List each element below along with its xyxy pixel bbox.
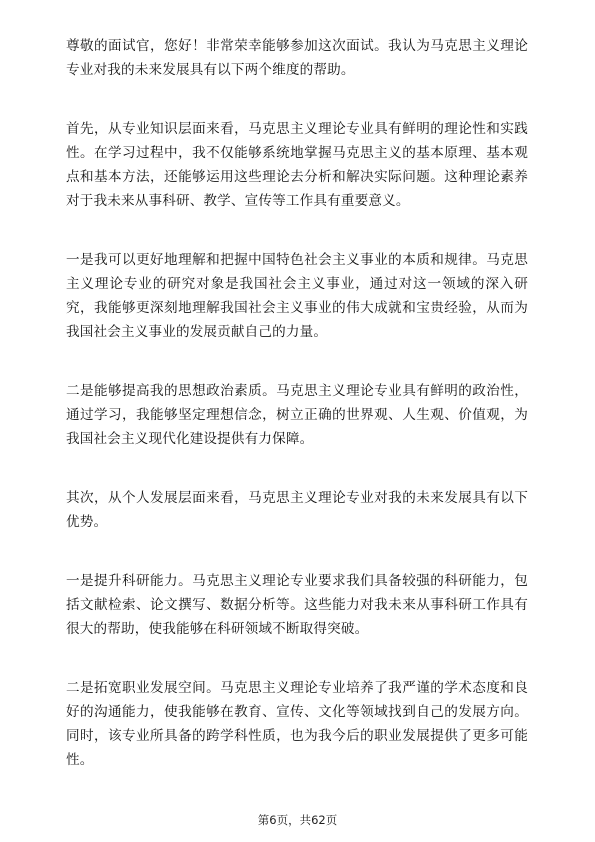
paragraph-knowledge-level: 首先，从专业知识层面来看，马克思主义理论专业具有鲜明的理论性和实践性。在学习过程中，我不仅能够系统地掌握马克思主义的基本原理、基本观点和基本方法，还能够运用这些理论去分析和解决实际问题。这种理论素养对于我未来从事科研、教学、宣传等工作具有重要意义。 <box>66 121 528 209</box>
paragraph-personal-level: 其次，从个人发展层面来看，马克思主义理论专业对我的未来发展具有以下优势。 <box>66 490 528 530</box>
page-number-footer: 第6页，共62页 <box>257 813 338 827</box>
paragraph-point-one: 一是我可以更好地理解和把握中国特色社会主义事业的本质和规律。马克思主义理论专业的研究对象是我国社会主义事业，通过对这一领域的深入研究，我能够更深刻地理解我国社会主义事业的伟大成就和宝贵经验，从而为我国社会主义事业的发展贡献自己的力量。 <box>66 252 528 340</box>
paragraph-point-two: 二是能够提高我的思想政治素质。马克思主义理论专业具有鲜明的政治性，通过学习，我能够坚定理想信念，树立正确的世界观、人生观、价值观，为我国社会主义现代化建设提供有力保障。 <box>66 383 528 447</box>
paragraph-career-space: 二是拓宽职业发展空间。马克思主义理论专业培养了我严谨的学术态度和良好的沟通能力，使我能够在教育、宣传、文化等领域找到自己的发展方向。同时，该专业所具备的跨学科性质，也为我今后的职业发展提供了更多可能性。 <box>66 680 528 768</box>
paragraph-research-ability: 一是提升科研能力。马克思主义理论专业要求我们具备较强的科研能力，包括文献检索、论文撰写、数据分析等。这些能力对我未来从事科研工作具有很大的帮助，使我能够在科研领域不断取得突破。 <box>66 573 528 637</box>
paragraph-greeting: 尊敬的面试官，您好！非常荣幸能够参加这次面试。我认为马克思主义理论专业对我的未来发展具有以下两个维度的帮助。 <box>66 38 528 78</box>
document-body <box>66 34 528 772</box>
